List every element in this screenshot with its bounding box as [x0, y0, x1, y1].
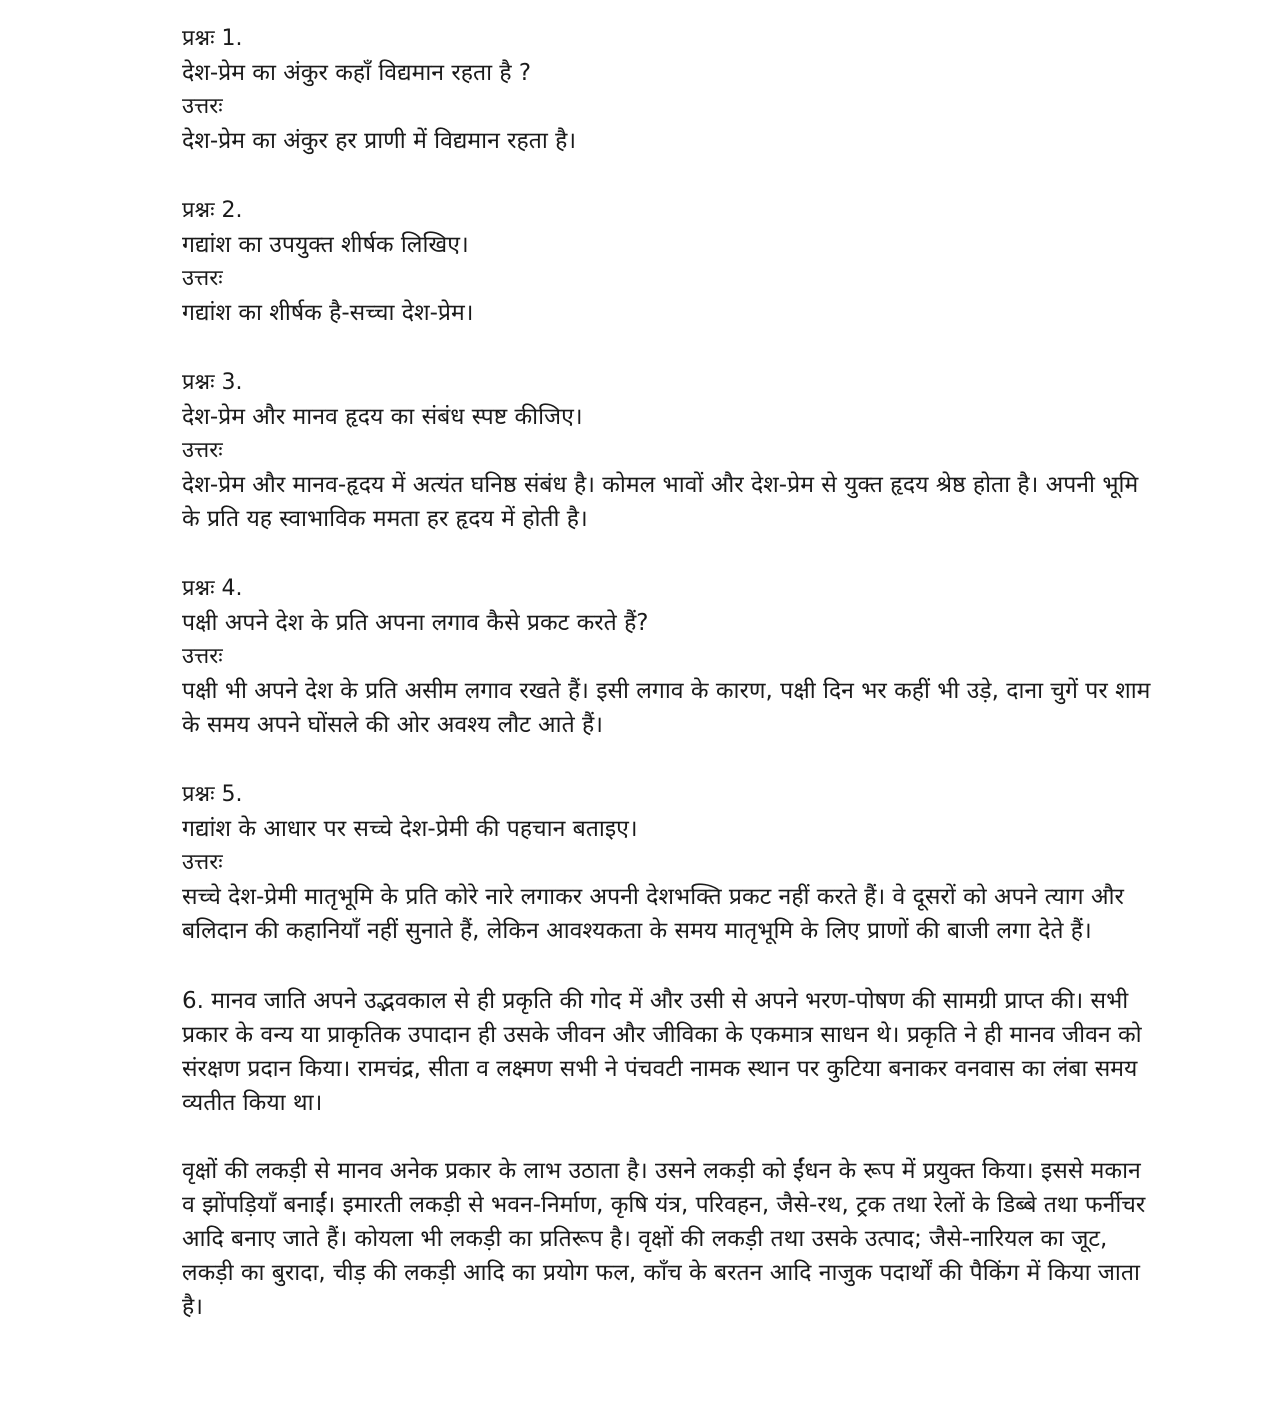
question-block-1 [182, 22, 1157, 158]
paragraph-text: 6. मानव जाति अपने उद्भवकाल से ही प्रकृति की गोद में और उसी से अपने भरण-पोषण की सामग्री प्राप्त की। सभी प्रकार के वन्य या प्राकृतिक उपादान ही उसके जीवन और जीविका के एकमात्र साधन थे। प्रकृति ने ही मानव जीवन को संरक्षण प्रदान किया। रामचंद्र, सीता व लक्ष्मण सभी ने पंचवटी नामक स्थान पर कुटिया बनाकर वनवास का लंबा समय व्यतीत किया था। [182, 988, 1142, 1116]
question-label: प्रश्नः 3. [182, 370, 243, 395]
question-text: पक्षी अपने देश के प्रति अपना लगाव कैसे प्रकट करते हैं? [182, 610, 649, 636]
answer-label: उत्तरः [182, 94, 223, 119]
paragraph-text: वृक्षों की लकड़ी से मानव अनेक प्रकार के लाभ उठाता है। उसने लकड़ी को ईंधन के रूप में प्रयुक्त किया। इससे मकान व झोंपड़ियाँ बनाईं। इमारती लकड़ी से भवन-निर्माण, कृषि यंत्र, परिवहन, जैसे-रथ, ट्रक तथा रेलों के डिब्बे तथा फर्नीचर आदि बनाए जाते हैं। कोयला भी लकड़ी का प्रतिरूप है। वृक्षों की लकड़ी तथा उसके उत्पाद; जैसे-नारियल का जूट, लकड़ी का बुरादा, चीड़ की लकड़ी आदि का प्रयोग फल, काँच के बरतन आदि नाजुक पदार्थों की पैकिंग में किया जाता है। [182, 1158, 1146, 1320]
answer-text: सच्चे देश-प्रेमी मातृभूमि के प्रति कोरे नारे लगाकर अपनी देशभक्ति प्रकट नहीं करते हैं। वे दूसरों को अपने त्याग और बलिदान की कहानियाँ नहीं सुनाते हैं, लेकिन आवश्यकता के समय मातृभूमि के लिए प्राणों की बाजी लगा देते हैं। [182, 884, 1124, 944]
question-label: प्रश्नः 2. [182, 198, 243, 223]
answer-text: गद्यांश का शीर्षक है-सच्चा देश-प्रेम। [182, 300, 474, 326]
answer-label: उत्तरः [182, 266, 223, 291]
answer-label: उत्तरः [182, 644, 223, 669]
answer-label: उत्तरः [182, 438, 223, 463]
question-block-4 [182, 572, 1157, 742]
passage-paragraph-1 [182, 984, 1157, 1120]
question-label: प्रश्नः 5. [182, 782, 243, 807]
answer-text: देश-प्रेम का अंकुर हर प्राणी में विद्यमान रहता है। [182, 128, 577, 154]
question-label: प्रश्नः 4. [182, 576, 243, 601]
question-text: गद्यांश के आधार पर सच्चे देश-प्रेमी की पहचान बताइए। [182, 816, 638, 842]
answer-text: देश-प्रेम और मानव-हृदय में अत्यंत घनिष्ठ संबंध है। कोमल भावों और देश-प्रेम से युक्त हृदय श्रेष्ठ होता है। अपनी भूमि के प्रति यह स्वाभाविक ममता हर हृदय में होती है। [182, 472, 1139, 532]
question-label: प्रश्नः 1. [182, 26, 243, 51]
question-text: देश-प्रेम का अंकुर कहाँ विद्यमान रहता है ? [182, 60, 532, 86]
answer-text: पक्षी भी अपने देश के प्रति असीम लगाव रखते हैं। इसी लगाव के कारण, पक्षी दिन भर कहीं भी उड़े, दाना चुगें पर शाम के समय अपने घोंसले की ओर अवश्य लौट आते हैं। [182, 678, 1151, 738]
answer-label: उत्तरः [182, 850, 223, 875]
question-text: देश-प्रेम और मानव हृदय का संबंध स्पष्ट कीजिए। [182, 404, 583, 430]
question-text: गद्यांश का उपयुक्त शीर्षक लिखिए। [182, 232, 469, 258]
question-block-3 [182, 366, 1157, 536]
document-page [182, 22, 1157, 1358]
question-block-5 [182, 778, 1157, 948]
question-block-2 [182, 194, 1157, 330]
passage-paragraph-2 [182, 1154, 1157, 1324]
